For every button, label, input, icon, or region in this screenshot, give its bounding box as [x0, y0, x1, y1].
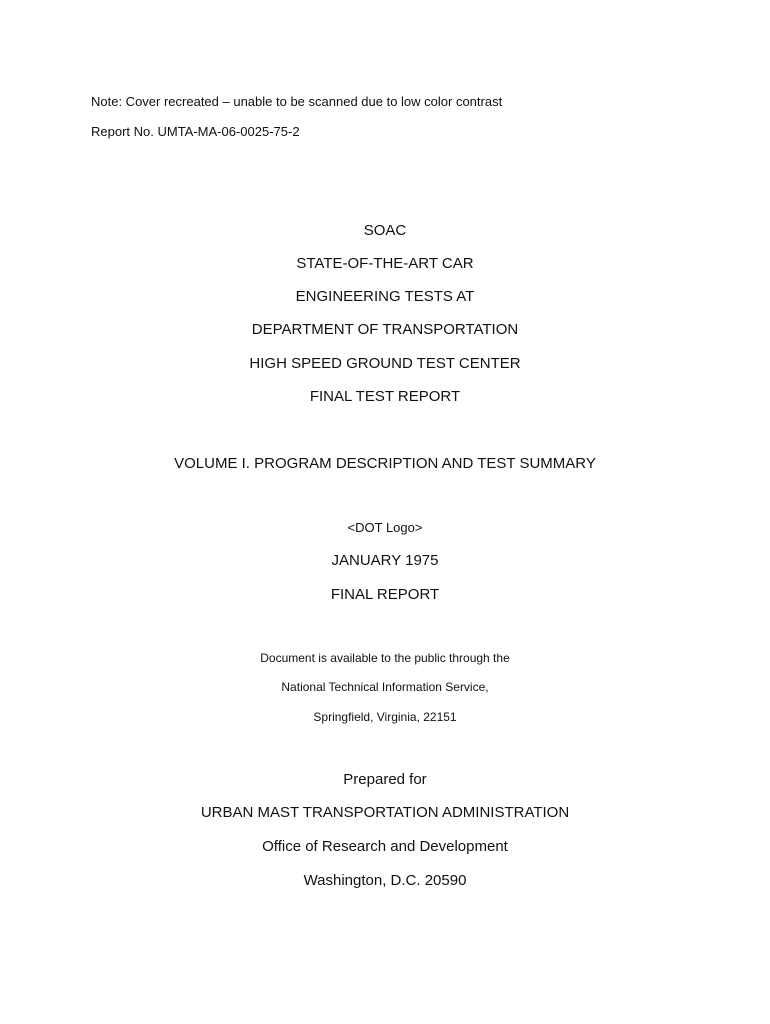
title-line-1: SOAC: [363, 222, 407, 239]
prepared-for-label: Prepared for: [343, 771, 427, 788]
volume-title: VOLUME I. PROGRAM DESCRIPTION AND TEST SUMMARY: [174, 455, 596, 472]
title-line-6: FINAL TEST REPORT: [309, 388, 461, 405]
title-line-5: HIGH SPEED GROUND TEST CENTER: [249, 355, 521, 372]
prepared-office: Office of Research and Development: [262, 838, 508, 855]
report-number: Report No. UMTA-MA-06-0025-75-2: [91, 124, 300, 139]
availability-line-2: National Technical Information Service,: [281, 680, 489, 694]
report-type: FINAL REPORT: [330, 586, 440, 603]
dot-logo-placeholder: <DOT Logo>: [347, 520, 423, 535]
prepared-agency: URBAN MAST TRANSPORTATION ADMINISTRATION: [200, 804, 570, 821]
availability-line-3: Springfield, Virginia, 22151: [313, 710, 457, 724]
cover-note: Note: Cover recreated – unable to be scanned due to low color contrast: [91, 94, 503, 109]
report-date: JANUARY 1975: [331, 552, 439, 569]
title-line-2: STATE-OF-THE-ART CAR: [296, 255, 474, 272]
availability-line-1: Document is available to the public through the: [260, 651, 510, 665]
prepared-address: Washington, D.C. 20590: [303, 872, 467, 889]
title-line-4: DEPARTMENT OF TRANSPORTATION: [251, 321, 519, 338]
title-line-3: ENGINEERING TESTS AT: [295, 288, 475, 305]
